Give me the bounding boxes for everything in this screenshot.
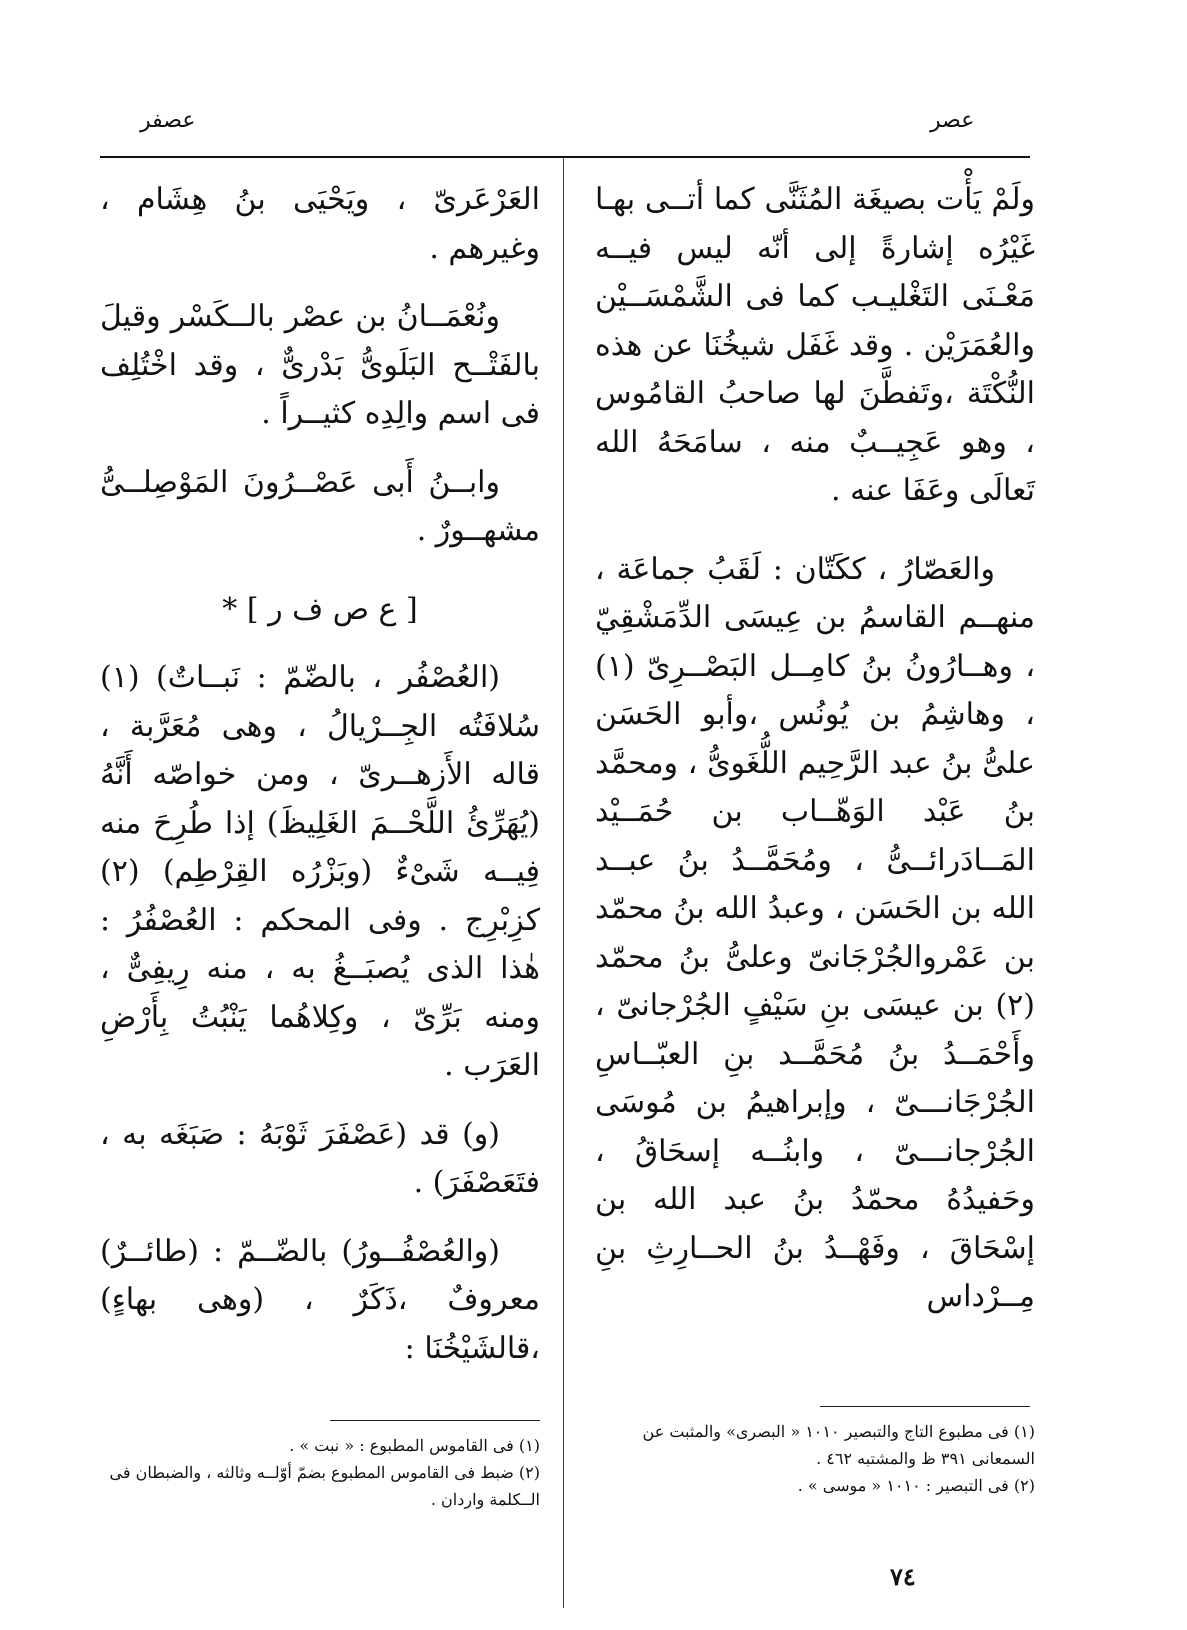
paragraph: (والعُصْفُــورُ) بالضّــمّ : (طائــرٌ) معروفٌ ،ذَكَرٌ ، (وهى بهاءٍ) ،قالشَيْخُنَا : [100, 1233, 540, 1366]
running-head-right: عصر [930, 108, 975, 133]
footnotes-right [600, 1418, 1035, 1499]
entry-heading: [ ع ص ف ر ] * [222, 591, 418, 627]
footnote: (١) فى مطبوع التاج والتبصير ١٠١٠ « البصرى» والمثبت عن السمعانى ٣٩١ ظ والمشتبه ٤٦٢ . [642, 1422, 1035, 1468]
running-head-left: عصفر [140, 108, 196, 133]
footnotes-left [100, 1432, 540, 1513]
page-number: ٧٤ [890, 1562, 916, 1591]
header-rule [100, 156, 1030, 158]
footnote: (٢) فى التبصير : ١٠١٠ « موسى » . [797, 1476, 1035, 1495]
paragraph: ونُعْمَــانُ بن عصْر بالــكَسْر وقيلَ بالفَتْــح البَلَوىُّ بَدْرىٌّ ، وقد اخْتُلِف فى اسم والِدِه كثيــراً . [100, 299, 540, 431]
footnote: (٢) ضبط فى القاموس المطبوع بضمّ أوّلــه وثالثه ، والضبطان فى الــكلمة واردان . [109, 1463, 540, 1509]
paragraph: وابــنُ أَبى عَصْــرُونَ المَوْصِلــىُّ مشهــورٌ . [100, 464, 540, 548]
footnote-rule-left [330, 1420, 540, 1421]
paragraph: (و) قد (عَصْفَرَ ثَوْبَهُ : صَبَغَه به ، فتَعَصْفَرَ) . [100, 1116, 540, 1200]
paragraph: ولَمْ يَأْت بصيغَة المُثَنَّى كما أتــى بهـا غَيْرُه إشارةً إلى أنّه ليس فيــه مَعْـنَى التَغْليـب كما فى الشَّمْسَــيْن والعُمَرَيْن . وقد غَفَل شيخُنَا عن هذه النُّكْتَة ،وتَفطَّنَ لها صاحبُ القامُوس ، وهو عَجِيــبٌ منه ، سامَحَهُ الله تَعالَى وعَفَا عنه . [595, 182, 1035, 508]
paragraph: والعَصّارُ ، ككَتّان : لَقَبُ جماعَة ، منهــم القاسمُ بن عِيسَى الدِّمَشْقِيّ ، وهــارُونُ بنُ كامِــل البَصْــرِىّ (١) ، وهاشِمُ بن يُونُس ،وأبو الحَسَن علىُّ بنُ عبد الرَّحِيم اللُّغَوىُّ ، ومحمَّد بنُ عَبْد الوَهّــاب بن حُمَــيْد المَــادَرائــىُّ ، ومُحَمَّــدُ بنُ عبــد الله بن الحَسَن ، وعبدُ الله بنُ محمّد بن عَمْروالجُرْجَانىّ وعلىُّ بنُ محمّد (٢) بن عيسَى بنِ سَيْفٍ الجُرْجانىّ ، وأَحْمَــدُ بنُ مُحَمَّــد بنِ العبّــاسِ الجُرْجَانـــىّ ، وإبراهيمُ بن مُوسَى الجُرْجانـــىّ ، وابنُــه إسحَاقُ ، وحَفيدُهُ محمّدُ بنُ عبد الله بن إسْحَاقَ ، وفَهْــدُ بنُ الحــارِثِ بنِ مِــرْداس [595, 551, 1035, 1314]
footnote-rule-right [820, 1406, 1030, 1407]
paragraph: (العُصْفُر ، بالضّمّ : نَبــاتٌ) (١) سُلافَتُه الجِــرْيالُ ، وهى مُعَرَّبة ، قاله الأَزهــرىّ ، ومن خواصّه أَنَّهُ (يُهَرِّئُ اللَّحْــمَ الغَلِيظَ) إذا طُرِحَ منه فِيــه شَىْءٌ (وبَزْرُه القِرْطِم) (٢) كزِبْرِج . وفى المحكم : العُصْفُرُ : هٰذا الذى يُصبَــغُ به ، منه رِيفِىٌّ ، ومنه بَرِّىّ ، وكِلاهُما يَنْبُتُ بِأَرْضِ العَرَب . [100, 660, 540, 1083]
left-column [100, 176, 540, 1373]
paragraph: العَرْعَرىّ ، ويَحْيَى بنُ هِشَام ، وغيرهم . [100, 182, 540, 266]
right-column [595, 176, 1035, 1322]
footnote: (١) فى القاموس المطبوع : « نبت » . [289, 1436, 540, 1455]
column-divider [563, 158, 564, 1608]
